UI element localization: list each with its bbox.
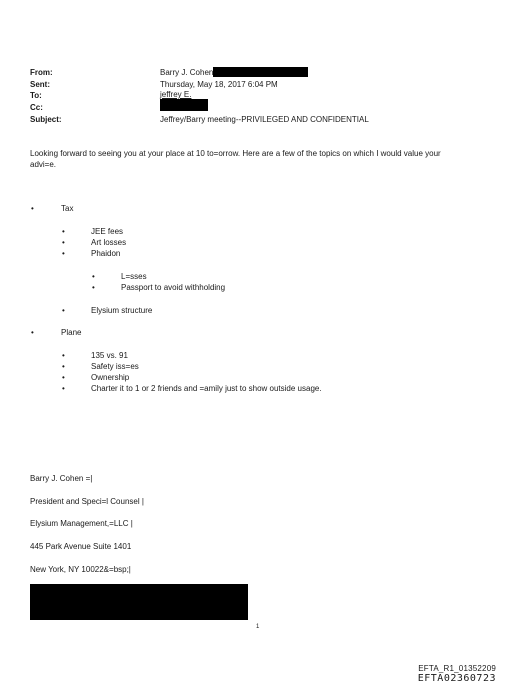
signature-title: President and Speci=l Counsel |: [30, 497, 144, 506]
topic-passport: Passport to avoid withholding: [121, 283, 226, 292]
intro-line-2: advi=e.: [30, 160, 57, 169]
topic-135: 135 vs. 91: [91, 351, 128, 360]
redaction-signature-block: [30, 584, 248, 620]
from-label: From:: [30, 68, 53, 77]
signature-city: New York, NY 10022&=bsp;|: [30, 565, 131, 574]
bullet-tax: •: [31, 204, 34, 213]
from-value: Barry J. Cohen: [160, 68, 214, 77]
topic-safety: Safety iss=es: [91, 362, 139, 371]
bates-code-primary: EFTA_R1_01352209: [418, 664, 496, 673]
subject-label: Subject:: [30, 115, 62, 124]
topic-plane: Plane: [61, 328, 82, 337]
topic-elysium: Elysium structure: [91, 306, 153, 315]
signature-address: 445 Park Avenue Suite 1401: [30, 542, 132, 551]
sent-label: Sent:: [30, 80, 50, 89]
signature-name: Barry J. Cohen =|: [30, 474, 93, 483]
bullet-plane: •: [31, 328, 34, 337]
bullet-passport: •: [92, 283, 95, 292]
topic-ownership: Ownership: [91, 373, 130, 382]
bates-code-secondary: EFTA02360723: [417, 673, 496, 684]
page-number: 1: [256, 624, 260, 630]
topic-phaidon: Phaidon: [91, 249, 121, 258]
signature-company: Elysium Management,=LLC |: [30, 519, 133, 528]
bullet-phaidon: •: [62, 249, 65, 258]
intro-line-1: Looking forward to seeing you at your place at 10 to=orrow. Here are a few of the topics on which I would value your: [30, 149, 441, 158]
topic-charter: Charter it to 1 or 2 friends and =amily just to show outside usage.: [91, 384, 322, 393]
bullet-charter: •: [62, 384, 65, 393]
topic-losses: L=sses: [121, 272, 147, 281]
to-label: To:: [30, 91, 42, 100]
bullet-jee-fees: •: [62, 227, 65, 236]
to-value[interactable]: jeffrey E.: [160, 90, 192, 99]
bullet-elysium: •: [62, 306, 65, 315]
redaction-cc: [160, 99, 208, 111]
subject-value: Jeffrey/Barry meeting--PRIVILEGED AND CONFIDENTIAL: [160, 115, 369, 124]
bullet-ownership: •: [62, 373, 65, 382]
bullet-art-losses: •: [62, 238, 65, 247]
topic-tax: Tax: [61, 204, 74, 213]
topic-art-losses: Art losses: [91, 238, 127, 247]
bullet-safety: •: [62, 362, 65, 371]
sent-value: Thursday, May 18, 2017 6:04 PM: [160, 80, 278, 89]
cc-label: Cc:: [30, 103, 43, 112]
bullet-135: •: [62, 351, 65, 360]
topic-jee-fees: JEE fees: [91, 227, 124, 236]
redaction-from: [213, 67, 308, 77]
bullet-losses: •: [92, 272, 95, 281]
